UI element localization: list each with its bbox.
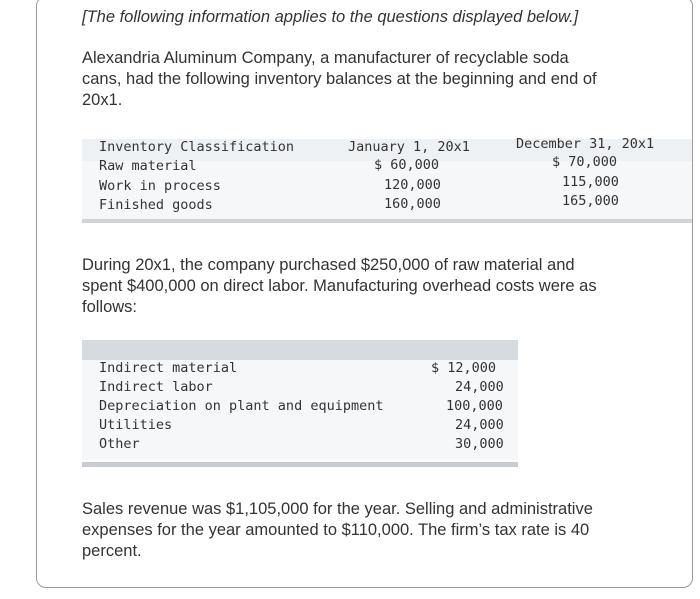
table-row-label: Indirect material [99, 360, 238, 376]
table-bottom-rule [82, 462, 518, 467]
table-row-label: Raw material [99, 158, 197, 174]
paragraph-line: During 20x1, the company purchased $250,000 of raw material and [82, 256, 575, 274]
paragraph-line: percent. [82, 542, 142, 560]
paragraph-line: spent $400,000 on direct labor. Manufacturing overhead costs were as [82, 277, 597, 295]
table-cell-amount: $ 12,000 [431, 360, 497, 376]
table-cell-amount: 100,000 [446, 398, 503, 414]
table-header-band [82, 340, 518, 360]
table-cell-january: 160,000 [384, 196, 441, 212]
table-cell-december: 165,000 [562, 193, 619, 209]
inventory-table [82, 135, 692, 223]
intro-note: [The following information applies to the questions displayed below.] [82, 8, 579, 26]
paragraph-line: Sales revenue was $1,105,000 for the year. Selling and administrative [82, 500, 593, 518]
table-row-label: Other [99, 436, 140, 452]
table-cell-january: $ 60,000 [374, 157, 440, 173]
column-header-january: January 1, 20x1 [348, 139, 470, 155]
paragraph-purchases [82, 255, 652, 318]
table-row-label: Indirect labor [99, 379, 213, 395]
paragraph-line: expenses for the year amounted to $110,000. The firm’s tax rate is 40 [82, 521, 590, 539]
paragraph-line: 20x1. [82, 91, 123, 109]
paragraph-inventory-intro [82, 48, 652, 111]
paragraph-line: Alexandria Aluminum Company, a manufacturer of recyclable soda [82, 49, 569, 67]
column-header-december: December 31, 20x1 [516, 136, 655, 152]
table-cell-amount: 30,000 [455, 436, 504, 452]
overhead-table [82, 340, 518, 470]
table-cell-amount: 24,000 [455, 379, 504, 395]
table-cell-january: 120,000 [384, 177, 441, 193]
table-row-label: Work in process [99, 178, 221, 194]
table-cell-amount: 24,000 [455, 417, 504, 433]
table-row-label: Finished goods [99, 197, 213, 213]
table-row-label: Utilities [99, 417, 173, 433]
table-cell-december: $ 70,000 [552, 154, 618, 170]
table-cell-december: 115,000 [562, 174, 619, 190]
column-header-classification: Inventory Classification [99, 139, 295, 155]
table-bottom-rule [82, 219, 692, 223]
paragraph-line: cans, had the following inventory balances at the beginning and end of [82, 70, 597, 88]
paragraph-sales [82, 499, 652, 562]
paragraph-line: follows: [82, 298, 138, 316]
table-row-label: Depreciation on plant and equipment [99, 398, 384, 414]
